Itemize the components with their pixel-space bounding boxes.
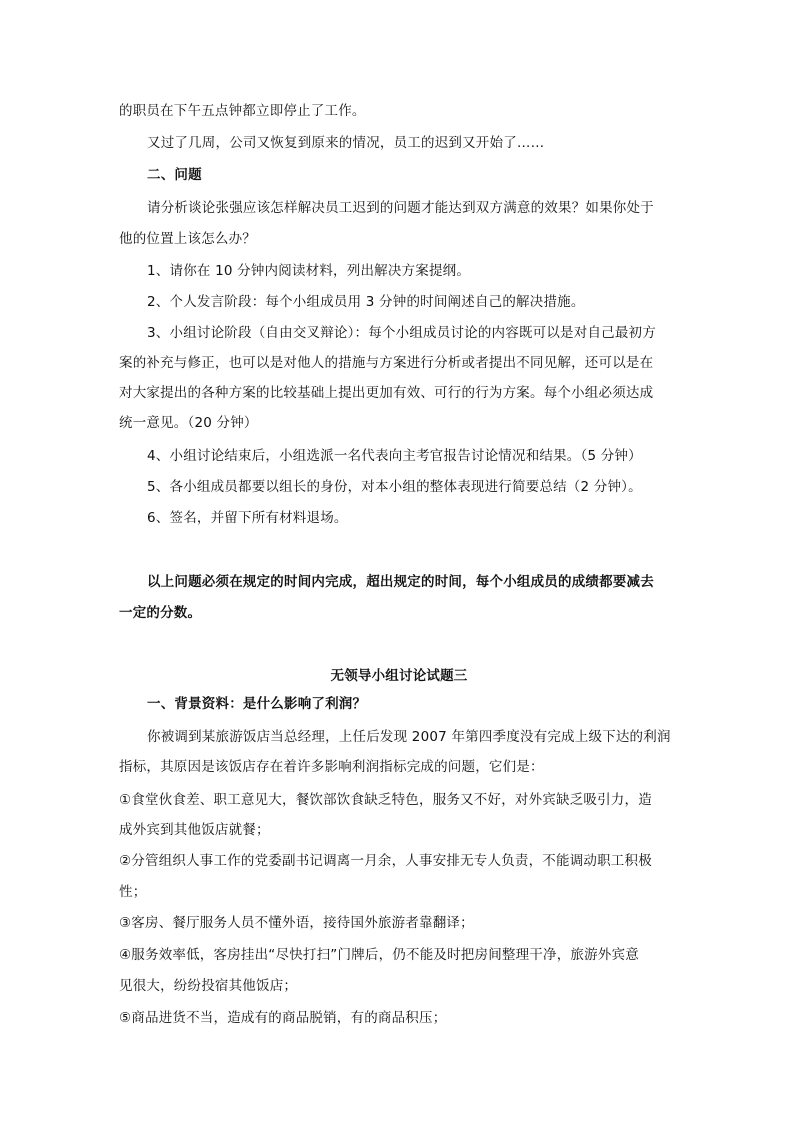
list-item: ①食堂伙食差、职工意见大，餐饮部饮食缺乏特色，服务又不好，对外宾缺乏吸引力，造 [119,792,652,808]
text-line: 你被调到某旅游饭店当总经理，上任后发现 2007 年第四季度没有完成上级下达的利润 [147,729,671,745]
list-item: 4、小组讨论结束后，小组选派一名代表向主考官报告讨论情况和结果。（5 分钟） [147,448,642,464]
text-line: 又过了几周，公司又恢复到原来的情况，员工的迟到又开始了…… [147,135,545,151]
section-title: 无领导小组讨论试题三 [330,668,468,684]
text-line: 指标，其原因是该饭店存在着许多影响利润指标完成的问题，它们是： [119,759,544,775]
list-item: 6、签名，并留下所有材料退场。 [147,510,348,526]
text-line: 他的位置上该怎么办？ [119,231,256,247]
list-item: ②分管组织人事工作的党委副书记调离一月余，人事安排无专人负责，不能调动职工积极 [119,853,652,869]
section-heading: 一、背景资料：是什么影响了利润？ [147,696,367,712]
text-line: 的职员在下午五点钟都立即停止了工作。 [119,103,366,119]
list-item: ⑤商品进货不当，造成有的商品脱销，有的商品积压； [119,1010,447,1026]
bold-note: 一定的分数。 [119,605,202,621]
text-line: 请分析谈论张强应该怎样解决员工迟到的问题才能达到双方满意的效果？如果你处于 [147,200,654,216]
list-item: 3、小组讨论阶段（自由交叉辩论）：每个小组成员讨论的内容既可以是对自己最初方 [147,325,656,341]
section-heading: 二、问题 [147,167,202,183]
list-item: ④服务效率低，客房挂出“尽快打扫”门牌后，仍不能及时把房间整理干净，旅游外宾意 [119,947,639,963]
list-item: 2、个人发言阶段：每个小组成员用 3 分钟的时间阐述自己的解决措施。 [147,294,585,310]
list-item: 1、请你在 10 分钟内阅读材料，列出解决方案提纲。 [147,263,471,279]
bold-note: 以上问题必须在规定的时间内完成，超出规定的时间，每个小组成员的成绩都要减去 [147,574,654,590]
text-line: 案的补充与修正，也可以是对他人的措施与方案进行分析或者提出不同见解，还可以是在 [119,355,654,371]
text-line: 成外宾到其他饭店就餐； [119,822,270,838]
list-item: ③客房、餐厅服务人员不懂外语，接待国外旅游者靠翻译； [119,915,474,931]
text-line: 统一意见。（20 分钟） [119,415,258,431]
text-line: 见很大，纷纷投宿其他饭店； [119,978,298,994]
text-line: 对大家提出的各种方案的比较基础上提出更加有效、可行的行为方案。每个小组必须达成 [119,385,654,401]
text-line: 性； [119,884,147,900]
list-item: 5、各小组成员都要以组长的身份，对本小组的整体表现进行简要总结（2 分钟）。 [147,479,642,495]
